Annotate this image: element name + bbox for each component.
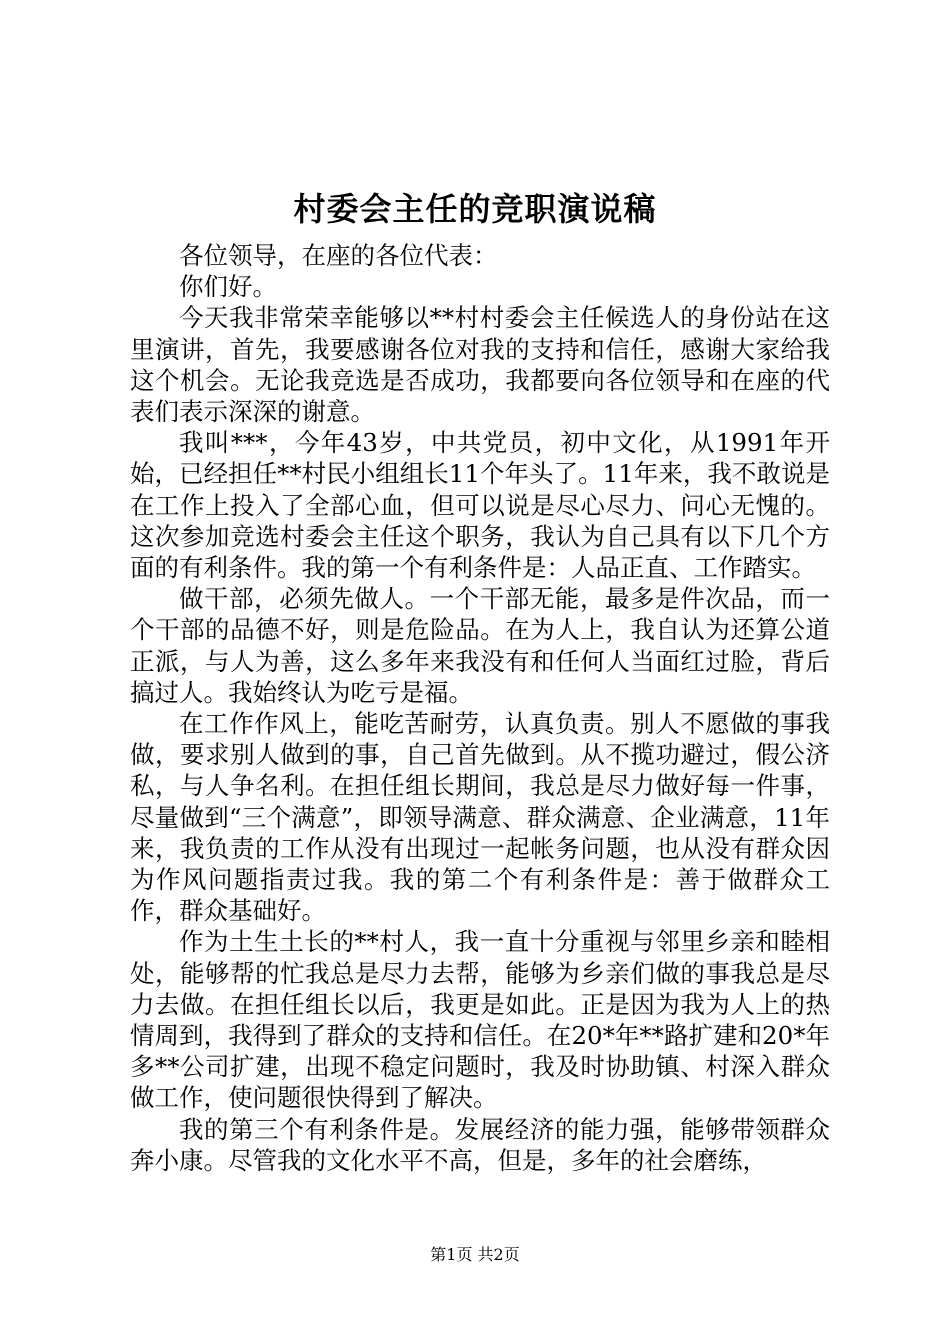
document-title: 村委会主任的竞职演说稿 (293, 190, 657, 228)
paragraph-self-introduction: 我叫***，今年43岁，中共党员，初中文化，从1991年开始，已经担任**村民小组组长11个年头了。11年来，我不敢说是在工作上投入了全部心血，但可以说是尽心尽力、问心无愧的。这次参加竞选村委会主任这个职务，我认为自己具有以下几个方面的有利条件。我的第一个有利条件是：人品正直、工作踏实。 (130, 428, 830, 583)
paragraph-work-style: 在工作作风上，能吃苦耐劳，认真负责。别人不愿做的事我做，要求别人做到的事，自己首先做到。从不揽功避过，假公济私，与人争名利。在担任组长期间，我总是尽力做好每一件事，尽量做到“三个满意”，即领导满意、群众满意、企业满意，11年来，我负责的工作从没有出现过一起帐务问题，也从没有群众因为作风问题指责过我。我的第二个有利条件是：善于做群众工作，群众基础好。 (130, 709, 830, 926)
paragraph-economy: 我的第三个有利条件是。发展经济的能力强，能够带领群众奔小康。尽管我的文化水平不高，但是，多年的社会磨练， (130, 1114, 830, 1175)
paragraph-introduction: 今天我非常荣幸能够以**村村委会主任候选人的身份站在这里演讲，首先，我要感谢各位对我的支持和信任，感谢大家给我这个机会。无论我竞选是否成功，我都要向各位领导和在座的代表们表示深深的谢意。 (130, 303, 830, 427)
page-number-footer: 第1页 共2页 (430, 1245, 520, 1264)
document-body (130, 240, 830, 1176)
paragraph-character: 做干部，必须先做人。一个干部无能，最多是件次品，而一个干部的品德不好，则是危险品。在为人上，我自认为还算公道正派，与人为善，这么多年来我没有和任何人当面红过脸，背后搞过人。我始终认为吃亏是福。 (130, 584, 830, 707)
paragraph-community: 作为土生土长的**村人，我一直十分重视与邻里乡亲和睦相处，能够帮的忙我总是尽力去帮，能够为乡亲们做的事我总是尽力去做。在担任组长以后，我更是如此。正是因为我为人上的热情周到，我得到了群众的支持和信任。在20*年**路扩建和20*年多**公司扩建，出现不稳定问题时，我及时协助镇、村深入群众做工作，使问题很快得到了解决。 (130, 927, 830, 1113)
paragraph-greeting: 各位领导，在座的各位代表： (179, 241, 498, 270)
paragraph-hello: 你们好。 (179, 272, 277, 302)
